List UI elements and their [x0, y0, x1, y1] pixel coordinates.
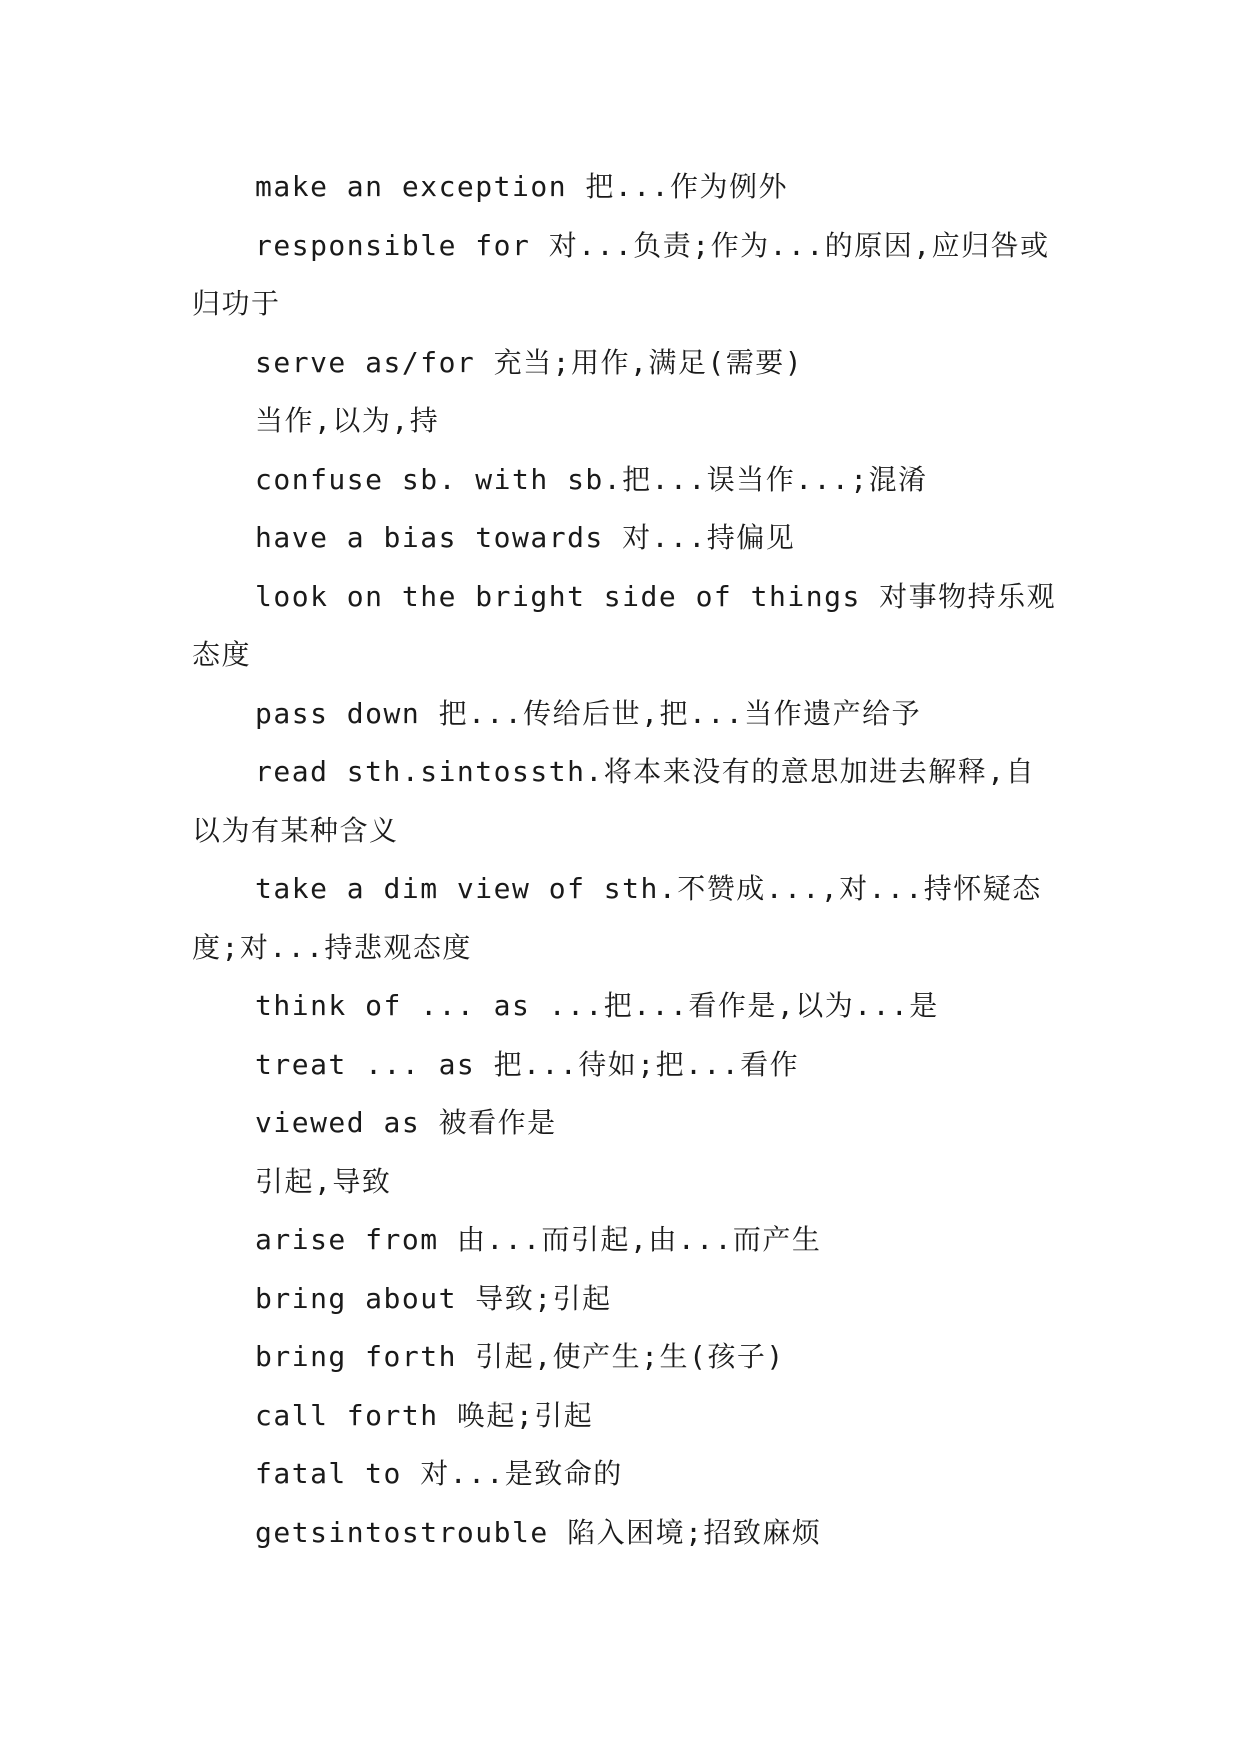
section-heading: 引起,导致	[255, 1164, 392, 1198]
phrase-entry: think of ... as ...把...看作是,以为...是	[255, 989, 939, 1022]
phrase-entry: confuse sb. with sb.把...误当作...;混淆	[255, 462, 928, 496]
phrase-entry: getsintostrouble 陷入困境;招致麻烦	[255, 1515, 822, 1549]
phrase-entry: serve as/for 充当;用作,满足(需要)	[255, 345, 804, 379]
phrase-entry: make an exception 把...作为例外	[255, 170, 789, 203]
section-heading: 当作,以为,持	[255, 404, 440, 437]
phrase-entry: bring about 导致;引起	[255, 1281, 612, 1315]
phrase-entry: bring forth 引起,使产生;生(孩子)	[255, 1340, 785, 1373]
phrase-entry: responsible for 对...负责;作为...的原因,应归咎或归功于	[192, 228, 1050, 320]
phrase-entry: have a bias towards 对...持偏见	[255, 521, 796, 554]
phrase-entry: viewed as 被看作是	[255, 1106, 557, 1139]
phrase-entry: take a dim view of sth.不赞成...,对...持怀疑态度;对...持悲观态度	[192, 872, 1042, 964]
phrase-entry: read sth.sintossth.将本来没有的意思加进去解释,自以为有某种含义	[192, 755, 1036, 847]
phrase-entry: fatal to 对...是致命的	[255, 1457, 623, 1490]
phrase-entry: treat ... as 把...待如;把...看作	[255, 1047, 800, 1081]
phrase-entry: arise from 由...而引起,由...而产生	[255, 1223, 822, 1256]
phrase-entry: look on the bright side of things 对事物持乐观态度	[192, 579, 1057, 671]
phrase-entry: call forth 唤起;引起	[255, 1398, 594, 1432]
phrase-list	[192, 158, 1062, 1562]
phrase-entry: pass down 把...传给后世,把...当作遗产给予	[255, 696, 922, 730]
